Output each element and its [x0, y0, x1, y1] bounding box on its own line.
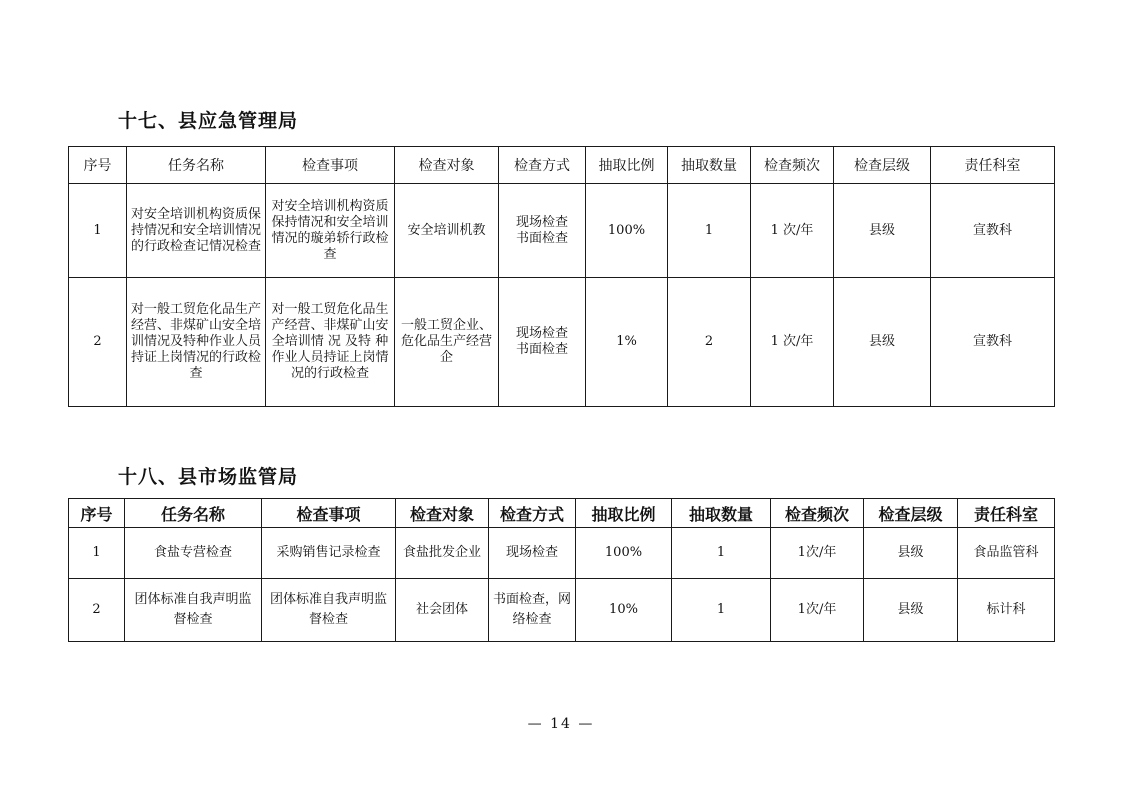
col-header-item: 检查事项 — [262, 499, 396, 528]
market-supervision-inspection-table — [68, 498, 1055, 642]
cell-ratio: 1% — [586, 278, 668, 407]
col-header-frequency: 检查频次 — [751, 147, 834, 184]
cell-item: 采购销售记录检查 — [262, 528, 396, 579]
cell-method — [499, 278, 586, 407]
cell-quantity: 1 — [672, 579, 771, 642]
table-row — [69, 528, 1055, 579]
cell-no: 1 — [69, 184, 127, 278]
cell-frequency: 1 次/年 — [751, 278, 834, 407]
col-header-department: 责任科室 — [958, 499, 1055, 528]
cell-item: 团体标准自我声明监督检查 — [262, 579, 396, 642]
table-row — [69, 184, 1055, 278]
col-header-task: 任务名称 — [127, 147, 266, 184]
cell-target: 一般工贸企业、危化品生产经营企 — [395, 278, 499, 407]
cell-item: 对一般工贸危化品生产经营、非煤矿山安全培训情 况 及特 种作业人员持证上岗情况的行政检查 — [266, 278, 395, 407]
cell-ratio: 100% — [576, 528, 672, 579]
cell-department: 食品监管科 — [958, 528, 1055, 579]
cell-ratio: 100% — [586, 184, 668, 278]
cell-department: 标计科 — [958, 579, 1055, 642]
cell-level: 县级 — [834, 278, 931, 407]
cell-department: 宣教科 — [931, 184, 1055, 278]
table-row — [69, 278, 1055, 407]
col-header-method: 检查方式 — [499, 147, 586, 184]
page-number: — 14 — — [527, 716, 595, 732]
cell-no: 2 — [69, 278, 127, 407]
emergency-management-inspection-table — [68, 146, 1055, 407]
col-header-method: 检查方式 — [489, 499, 576, 528]
cell-no: 2 — [69, 579, 125, 642]
cell-item: 对安全培训机构资质保持情况和安全培训情况的璇弟轿行政检查 — [266, 184, 395, 278]
cell-no: 1 — [69, 528, 125, 579]
cell-ratio: 10% — [576, 579, 672, 642]
cell-quantity: 1 — [672, 528, 771, 579]
col-header-ratio: 抽取比例 — [576, 499, 672, 528]
cell-method-line: 现场检查 — [515, 326, 568, 341]
cell-frequency: 1次/年 — [771, 528, 864, 579]
col-header-level: 检查层级 — [834, 147, 931, 184]
col-header-no: 序号 — [69, 147, 127, 184]
col-header-level: 检查层级 — [864, 499, 958, 528]
col-header-target: 检查对象 — [395, 147, 499, 184]
cell-method-line: 书面检查 — [515, 342, 568, 357]
table-header-row — [69, 147, 1055, 184]
cell-method-line: 现场检查 — [515, 214, 568, 230]
cell-target: 社会团体 — [396, 579, 489, 642]
section-title-market-supervision: 十八、县市场监管局 — [118, 466, 299, 488]
cell-method — [499, 184, 586, 278]
cell-method: 现场检查 — [489, 528, 576, 579]
cell-level: 县级 — [834, 184, 931, 278]
cell-department: 宣教科 — [931, 278, 1055, 407]
cell-level: 县级 — [864, 528, 958, 579]
cell-quantity: 1 — [668, 184, 751, 278]
cell-method: 书面检查，网络检查 — [489, 579, 576, 642]
col-header-task: 任务名称 — [125, 499, 262, 528]
cell-target: 安全培训机教 — [395, 184, 499, 278]
cell-task: 团体标准自我声明监督检查 — [125, 579, 262, 642]
cell-frequency: 1 次/年 — [751, 184, 834, 278]
col-header-ratio: 抽取比例 — [586, 147, 668, 184]
cell-task: 对一般工贸危化品生产经营、非煤矿山安全培训情况及特种作业人员持证上岗情况的行政检查 — [127, 278, 266, 407]
col-header-no: 序号 — [69, 499, 125, 528]
cell-target: 食盐批发企业 — [396, 528, 489, 579]
col-header-quantity: 抽取数量 — [668, 147, 751, 184]
cell-task: 对安全培训机构资质保持情况和安全培训情况的行政检查记情况检查 — [127, 184, 266, 278]
cell-level: 县级 — [864, 579, 958, 642]
col-header-target: 检查对象 — [396, 499, 489, 528]
cell-quantity: 2 — [668, 278, 751, 407]
cell-task: 食盐专营检查 — [125, 528, 262, 579]
col-header-frequency: 检查频次 — [771, 499, 864, 528]
cell-frequency: 1次/年 — [771, 579, 864, 642]
table-row — [69, 579, 1055, 642]
cell-method-line: 书面检查 — [515, 230, 568, 246]
section-title-emergency-management: 十七、县应急管理局 — [118, 110, 299, 132]
col-header-item: 检查事项 — [266, 147, 395, 184]
table-header-row — [69, 499, 1055, 528]
col-header-department: 责任科室 — [931, 147, 1055, 184]
col-header-quantity: 抽取数量 — [672, 499, 771, 528]
